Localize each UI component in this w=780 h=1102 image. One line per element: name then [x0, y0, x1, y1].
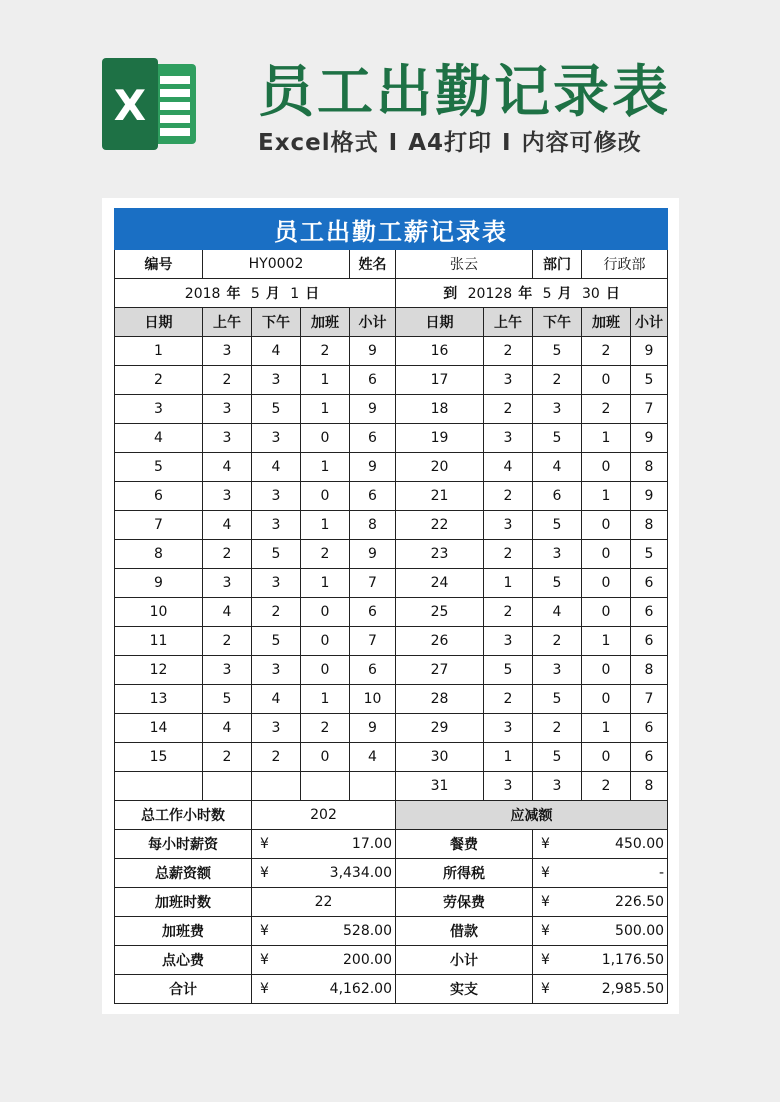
subtotal-cell: 6	[631, 569, 668, 598]
morning-cell: 3	[484, 627, 533, 656]
summary-value: 200.00	[301, 946, 396, 975]
morning-cell: 4	[203, 453, 252, 482]
subtotal-cell: 8	[631, 772, 668, 801]
deduct-value: -	[582, 859, 668, 888]
day-cell: 18	[396, 395, 484, 424]
summary-row	[115, 946, 668, 975]
col-header-date: 日期	[396, 308, 484, 337]
overtime-cell: 0	[582, 685, 631, 714]
day-cell: 25	[396, 598, 484, 627]
afternoon-cell: 5	[252, 540, 301, 569]
summary-label: 点心费	[115, 946, 252, 975]
afternoon-cell: 3	[533, 540, 582, 569]
deduct-value: 1,176.50	[582, 946, 668, 975]
overtime-cell: 0	[582, 511, 631, 540]
afternoon-cell: 3	[533, 772, 582, 801]
afternoon-cell: 3	[252, 714, 301, 743]
period-row	[115, 279, 668, 308]
overtime-cell: 1	[301, 685, 350, 714]
attendance-table	[114, 208, 668, 1004]
afternoon-cell: 5	[533, 743, 582, 772]
deduct-label: 借款	[396, 917, 533, 946]
table-row	[115, 569, 668, 598]
morning-cell: 2	[203, 743, 252, 772]
table-row	[115, 627, 668, 656]
column-header-row	[115, 308, 668, 337]
day-cell: 19	[396, 424, 484, 453]
subtotal-cell: 8	[631, 511, 668, 540]
afternoon-cell: 5	[533, 569, 582, 598]
table-row	[115, 772, 668, 801]
subtotal-cell: 5	[631, 366, 668, 395]
subtotal-cell: 7	[350, 569, 396, 598]
day-cell: 8	[115, 540, 203, 569]
morning-cell: 2	[484, 337, 533, 366]
subtotal-cell: 6	[350, 482, 396, 511]
year-label: 年	[226, 286, 241, 302]
day-cell: 15	[115, 743, 203, 772]
afternoon-cell: 5	[252, 395, 301, 424]
table-row	[115, 714, 668, 743]
table-row	[115, 685, 668, 714]
subtotal-cell: 10	[350, 685, 396, 714]
day-cell: 2	[115, 366, 203, 395]
afternoon-cell: 4	[533, 598, 582, 627]
table-row	[115, 598, 668, 627]
summary-value: 3,434.00	[301, 859, 396, 888]
deduct-value: 226.50	[582, 888, 668, 917]
overtime-cell: 2	[582, 395, 631, 424]
table-row	[115, 540, 668, 569]
currency-symbol: ¥	[533, 946, 582, 975]
subtotal-cell: 9	[350, 540, 396, 569]
overtime-cell: 0	[301, 598, 350, 627]
deduct-value: 500.00	[582, 917, 668, 946]
subtotal-cell: 9	[631, 337, 668, 366]
day-cell: 24	[396, 569, 484, 598]
table-row	[115, 395, 668, 424]
subtotal-cell: 7	[350, 627, 396, 656]
morning-cell: 3	[484, 772, 533, 801]
subtotal-cell: 7	[631, 395, 668, 424]
table-row	[115, 511, 668, 540]
excel-logo-icon	[100, 58, 200, 150]
period-end	[396, 279, 668, 308]
col-header-morning: 上午	[203, 308, 252, 337]
afternoon-cell: 5	[533, 685, 582, 714]
subtitle-separator: I	[388, 130, 399, 156]
afternoon-cell: 5	[252, 627, 301, 656]
afternoon-cell: 3	[533, 395, 582, 424]
overtime-cell: 1	[582, 714, 631, 743]
subtotal-cell: 7	[631, 685, 668, 714]
table-row	[115, 656, 668, 685]
day-cell: 1	[115, 337, 203, 366]
morning-cell: 4	[203, 598, 252, 627]
page-title: 员工出勤记录表	[258, 60, 671, 125]
afternoon-cell: 5	[533, 337, 582, 366]
col-header-overtime: 加班	[582, 308, 631, 337]
subtotal-cell: 5	[631, 540, 668, 569]
overtime-cell: 0	[582, 453, 631, 482]
summary-value: 528.00	[301, 917, 396, 946]
overtime-cell: 1	[582, 424, 631, 453]
overtime-cell: 0	[582, 540, 631, 569]
afternoon-cell: 2	[533, 627, 582, 656]
subtitle-editable: 内容可修改	[521, 130, 642, 156]
morning-cell: 3	[203, 569, 252, 598]
col-header-afternoon: 下午	[252, 308, 301, 337]
id-value: HY0002	[203, 250, 350, 279]
afternoon-cell: 5	[533, 424, 582, 453]
morning-cell: 3	[484, 424, 533, 453]
subtotal-cell	[350, 772, 396, 801]
subtotal-cell: 8	[350, 511, 396, 540]
summary-label: 加班时数	[115, 888, 252, 917]
end-year: 20128	[467, 286, 513, 302]
afternoon-cell: 3	[533, 656, 582, 685]
subtitle-format: Excel格式	[258, 130, 379, 156]
morning-cell: 3	[203, 424, 252, 453]
overtime-cell: 2	[301, 714, 350, 743]
morning-cell: 2	[203, 540, 252, 569]
morning-cell: 1	[484, 569, 533, 598]
deduct-label: 实支	[396, 975, 533, 1004]
summary-row	[115, 975, 668, 1004]
morning-cell: 5	[203, 685, 252, 714]
day-cell: 26	[396, 627, 484, 656]
currency-symbol: ¥	[252, 859, 301, 888]
total-hours-value: 202	[252, 801, 396, 830]
overtime-cell: 0	[582, 569, 631, 598]
attendance-sheet	[102, 198, 679, 1014]
subtotal-cell: 6	[350, 656, 396, 685]
table-row	[115, 482, 668, 511]
day-cell: 20	[396, 453, 484, 482]
morning-cell: 2	[484, 598, 533, 627]
afternoon-cell: 4	[252, 337, 301, 366]
morning-cell: 4	[203, 714, 252, 743]
subtotal-cell: 9	[631, 424, 668, 453]
subtotal-cell: 8	[631, 656, 668, 685]
day-cell: 27	[396, 656, 484, 685]
day-cell: 4	[115, 424, 203, 453]
subtotal-cell: 6	[631, 627, 668, 656]
overtime-cell: 0	[301, 627, 350, 656]
col-header-subtotal: 小计	[631, 308, 668, 337]
overtime-cell: 1	[301, 395, 350, 424]
currency-symbol: ¥	[252, 830, 301, 859]
currency-symbol: ¥	[533, 859, 582, 888]
overtime-cell: 0	[301, 656, 350, 685]
overtime-cell: 0	[301, 482, 350, 511]
col-header-date: 日期	[115, 308, 203, 337]
start-month: 5	[250, 286, 260, 302]
month-label: 月	[557, 286, 572, 302]
morning-cell: 2	[484, 685, 533, 714]
overtime-cell: 0	[301, 743, 350, 772]
day-cell: 30	[396, 743, 484, 772]
overtime-cell: 1	[301, 569, 350, 598]
name-value: 张云	[396, 250, 533, 279]
subtotal-cell: 9	[350, 453, 396, 482]
morning-cell: 3	[203, 395, 252, 424]
overtime-cell: 1	[582, 627, 631, 656]
afternoon-cell: 2	[533, 714, 582, 743]
afternoon-cell: 4	[252, 685, 301, 714]
overtime-cell: 2	[582, 772, 631, 801]
summary-label: 总薪资额	[115, 859, 252, 888]
day-label: 日	[605, 286, 620, 302]
subtotal-cell: 6	[631, 714, 668, 743]
day-cell: 21	[396, 482, 484, 511]
summary-row	[115, 917, 668, 946]
summary-label: 每小时薪资	[115, 830, 252, 859]
afternoon-cell: 4	[533, 453, 582, 482]
table-row	[115, 743, 668, 772]
subtotal-cell: 8	[631, 453, 668, 482]
overtime-cell: 1	[301, 511, 350, 540]
summary-label: 合计	[115, 975, 252, 1004]
subtotal-cell: 9	[350, 395, 396, 424]
summary-row	[115, 888, 668, 917]
currency-symbol: ¥	[252, 946, 301, 975]
overtime-cell: 0	[582, 598, 631, 627]
subtotal-cell: 6	[631, 743, 668, 772]
overtime-cell	[301, 772, 350, 801]
morning-cell: 2	[484, 395, 533, 424]
currency-symbol: ¥	[533, 975, 582, 1004]
deduct-value: 2,985.50	[582, 975, 668, 1004]
afternoon-cell: 3	[252, 656, 301, 685]
afternoon-cell: 3	[252, 569, 301, 598]
afternoon-cell: 3	[252, 482, 301, 511]
subtotal-cell: 6	[350, 598, 396, 627]
morning-cell: 3	[203, 656, 252, 685]
id-label: 编号	[115, 250, 203, 279]
subtotal-cell: 9	[350, 714, 396, 743]
subtotal-cell: 6	[631, 598, 668, 627]
morning-cell: 3	[484, 714, 533, 743]
deduct-label: 餐费	[396, 830, 533, 859]
table-row	[115, 366, 668, 395]
morning-cell: 2	[203, 627, 252, 656]
name-label: 姓名	[350, 250, 396, 279]
summary-value: 4,162.00	[301, 975, 396, 1004]
start-year: 2018	[184, 286, 221, 302]
afternoon-cell: 2	[533, 366, 582, 395]
day-cell	[115, 772, 203, 801]
afternoon-cell: 4	[252, 453, 301, 482]
end-day: 30	[582, 286, 600, 302]
end-month: 5	[542, 286, 552, 302]
afternoon-cell: 2	[252, 743, 301, 772]
col-header-afternoon: 下午	[533, 308, 582, 337]
col-header-overtime: 加班	[301, 308, 350, 337]
day-cell: 16	[396, 337, 484, 366]
day-cell: 12	[115, 656, 203, 685]
overtime-cell: 1	[301, 366, 350, 395]
to-label: 到	[443, 286, 458, 302]
page-subtitle	[258, 124, 642, 157]
overtime-cell: 0	[582, 743, 631, 772]
dept-label: 部门	[533, 250, 582, 279]
currency-symbol: ¥	[252, 917, 301, 946]
deduct-header: 应减额	[396, 801, 668, 830]
afternoon-cell: 6	[533, 482, 582, 511]
table-row	[115, 424, 668, 453]
deduct-value: 450.00	[582, 830, 668, 859]
col-header-subtotal: 小计	[350, 308, 396, 337]
summary-row	[115, 859, 668, 888]
overtime-cell: 2	[301, 337, 350, 366]
day-cell: 14	[115, 714, 203, 743]
summary-value: 17.00	[301, 830, 396, 859]
deduct-label: 小计	[396, 946, 533, 975]
col-header-morning: 上午	[484, 308, 533, 337]
info-row	[115, 250, 668, 279]
dept-value: 行政部	[582, 250, 668, 279]
subtotal-cell: 4	[350, 743, 396, 772]
sheet-title-row	[115, 209, 668, 250]
morning-cell: 1	[484, 743, 533, 772]
morning-cell: 3	[484, 511, 533, 540]
morning-cell: 3	[484, 366, 533, 395]
day-cell: 23	[396, 540, 484, 569]
day-label: 日	[305, 286, 320, 302]
overtime-cell: 1	[301, 453, 350, 482]
afternoon-cell: 2	[252, 598, 301, 627]
logo-letter: X	[113, 81, 147, 130]
morning-cell: 2	[484, 482, 533, 511]
deduct-label: 劳保费	[396, 888, 533, 917]
deduct-label: 所得税	[396, 859, 533, 888]
morning-cell: 5	[484, 656, 533, 685]
subtotal-cell: 9	[350, 337, 396, 366]
day-cell: 13	[115, 685, 203, 714]
afternoon-cell: 3	[252, 511, 301, 540]
total-hours-label: 总工作小时数	[115, 801, 252, 830]
morning-cell: 4	[484, 453, 533, 482]
currency-symbol: ¥	[533, 830, 582, 859]
currency-symbol: ¥	[533, 888, 582, 917]
month-label: 月	[265, 286, 280, 302]
day-cell: 6	[115, 482, 203, 511]
morning-cell: 3	[203, 482, 252, 511]
overtime-cell: 2	[582, 337, 631, 366]
afternoon-cell: 3	[252, 366, 301, 395]
subtotal-cell: 6	[350, 424, 396, 453]
afternoon-cell: 3	[252, 424, 301, 453]
morning-cell: 4	[203, 511, 252, 540]
overtime-cell: 0	[301, 424, 350, 453]
summary-row	[115, 830, 668, 859]
day-cell: 11	[115, 627, 203, 656]
day-cell: 22	[396, 511, 484, 540]
day-cell: 28	[396, 685, 484, 714]
currency-symbol: ¥	[533, 917, 582, 946]
summary-value: 22	[252, 888, 396, 917]
total-hours-row	[115, 801, 668, 830]
day-cell: 31	[396, 772, 484, 801]
afternoon-cell	[252, 772, 301, 801]
day-cell: 5	[115, 453, 203, 482]
day-cell: 9	[115, 569, 203, 598]
start-day: 1	[290, 286, 300, 302]
day-cell: 7	[115, 511, 203, 540]
overtime-cell: 2	[301, 540, 350, 569]
day-cell: 10	[115, 598, 203, 627]
day-cell: 17	[396, 366, 484, 395]
sheet-title: 员工出勤工薪记录表	[115, 209, 668, 250]
day-cell: 29	[396, 714, 484, 743]
morning-cell: 3	[203, 337, 252, 366]
afternoon-cell: 5	[533, 511, 582, 540]
day-cell: 3	[115, 395, 203, 424]
overtime-cell: 1	[582, 482, 631, 511]
table-row	[115, 453, 668, 482]
overtime-cell: 0	[582, 366, 631, 395]
year-label: 年	[518, 286, 533, 302]
morning-cell: 2	[203, 366, 252, 395]
table-row	[115, 337, 668, 366]
morning-cell	[203, 772, 252, 801]
subtitle-print: A4打印	[408, 130, 493, 156]
subtitle-separator: I	[502, 130, 512, 156]
summary-label: 加班费	[115, 917, 252, 946]
morning-cell: 2	[484, 540, 533, 569]
page-header	[0, 0, 780, 190]
subtotal-cell: 6	[350, 366, 396, 395]
currency-symbol: ¥	[252, 975, 301, 1004]
period-start	[115, 279, 396, 308]
overtime-cell: 0	[582, 656, 631, 685]
subtotal-cell: 9	[631, 482, 668, 511]
